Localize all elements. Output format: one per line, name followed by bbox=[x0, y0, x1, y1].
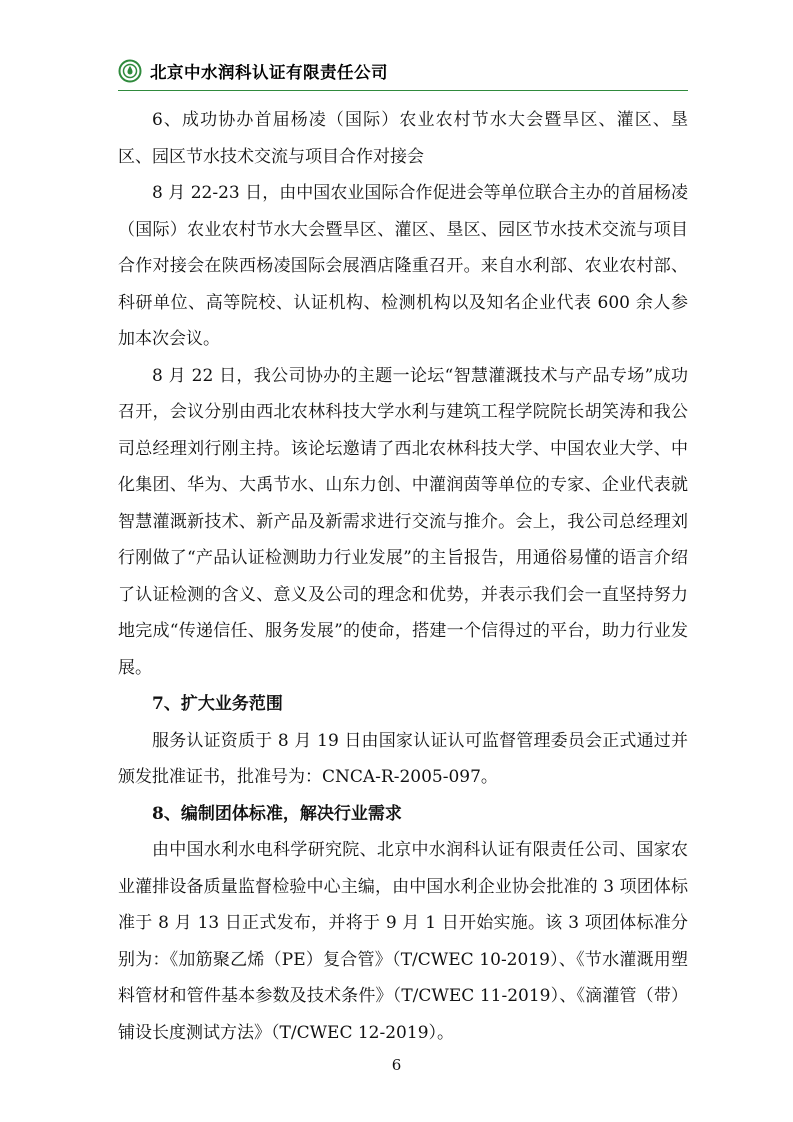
paragraph: 由中国水利水电科学研究院、北京中水润科认证有限责任公司、国家农业灌排设备质量监督检验中心主编，由中国水利企业协会批准的 3 项团体标准于 8 月 13 日正式发布，并将于 9 月 1 日开始实施。该 3 项团体标准分别为：《加筋聚乙烯（PE）复合管》（T/CWEC 10-2019）、《节水灌溉用塑料管材和管件基本参数及技术条件》（T/CWEC 11-2019）、《滴灌管（带）铺设长度测试方法》（T/CWEC 12-2019）。 bbox=[118, 840, 688, 1043]
page-header bbox=[118, 56, 688, 86]
section-heading: 7、扩大业务范围 bbox=[152, 694, 283, 714]
document-body bbox=[118, 102, 688, 1051]
page-number: 6 bbox=[391, 1056, 402, 1074]
company-logo-icon bbox=[118, 59, 142, 83]
company-name: 北京中水润科认证有限责任公司 bbox=[150, 63, 388, 82]
paragraph: 6、成功协办首届杨凌（国际）农业农村节水大会暨旱区、灌区、垦区、园区节水技术交流与项目合作对接会 bbox=[118, 110, 688, 167]
section-heading: 8、编制团体标准，解决行业需求 bbox=[152, 803, 402, 824]
paragraph: 服务认证资质于 8 月 19 日由国家认证认可监督管理委员会正式通过并颁发批准证书，批准号为：CNCA-R-2005-097。 bbox=[118, 730, 688, 787]
paragraph: 8 月 22-23 日，由中国农业国际合作促进会等单位联合主办的首届杨凌（国际）农业农村节水大会暨旱区、灌区、垦区、园区节水技术交流与项目合作对接会在陕西杨凌国际会展酒店隆重召开。来自水利部、农业农村部、科研单位、高等院校、认证机构、检测机构以及知名企业代表 600 余人参加本次会议。 bbox=[118, 183, 688, 349]
paragraph: 8 月 22 日，我公司协办的主题一论坛“智慧灌溉技术与产品专场”成功召开，会议分别由西北农林科技大学水利与建筑工程学院院长胡笑涛和我公司总经理刘行刚主持。该论坛邀请了西北农林科技大学、中国农业大学、中化集团、华为、大禹节水、山东力创、中灌润茵等单位的专家、企业代表就智慧灌溉新技术、新产品及新需求进行交流与推介。会上，我公司总经理刘行刚做了“产品认证检测助力行业发展”的主旨报告，用通俗易懂的语言介绍了认证检测的含义、意义及公司的理念和优势，并表示我们会一直坚持努力地完成“传递信任、服务发展”的使命，搭建一个信得过的平台，助力行业发展。 bbox=[118, 365, 688, 678]
header-divider bbox=[118, 90, 688, 91]
